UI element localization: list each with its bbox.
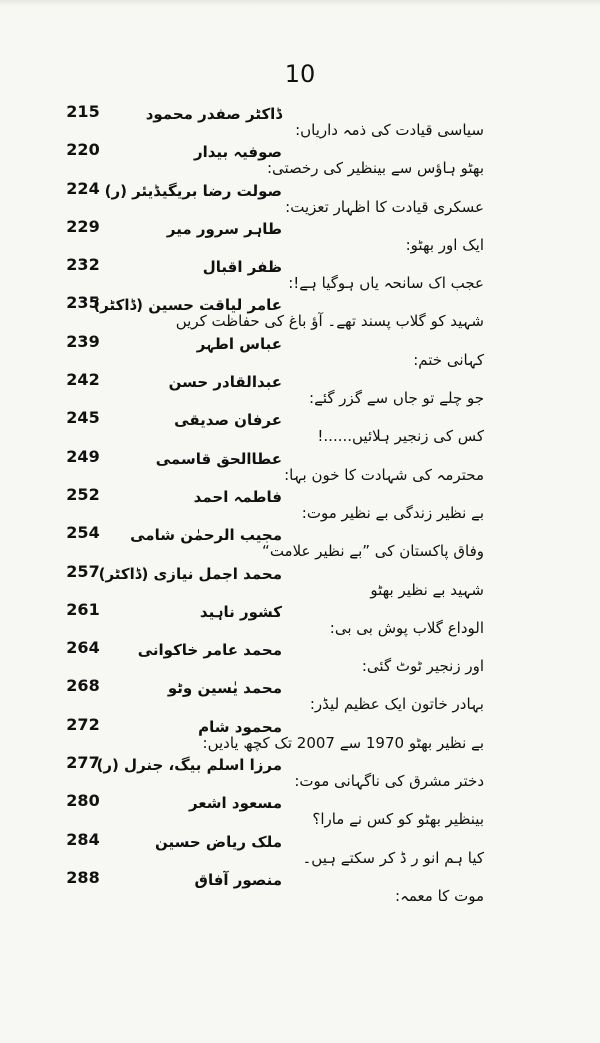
toc-page-number: 224 (66, 178, 100, 198)
toc-page-number: 245 (66, 408, 100, 428)
toc-page-number: 229 (66, 216, 100, 236)
toc-entry (0, 253, 600, 291)
toc-author: عرفان صدیقی (174, 411, 282, 430)
toc-page-number: 288 (66, 867, 100, 887)
toc-entry (0, 330, 600, 368)
toc-title: بینظیر بھٹو کو کس نے مارا؟ (312, 810, 484, 829)
toc-title: موت کا معمہ: (395, 886, 484, 905)
toc-author: صوفیہ بیدار (193, 143, 282, 162)
page-number: 10 (284, 60, 316, 88)
toc-author: مجیب الرحمٰن شامی (130, 526, 282, 545)
toc-author: صولت رضا بریگیڈیئر (ر) (104, 181, 282, 200)
toc-page-number: 239 (66, 331, 100, 351)
toc-entry (0, 789, 600, 827)
toc-author: محمود شام (198, 717, 282, 736)
toc-title: سیاسی قیادت کی ذمہ داریاں: (295, 121, 484, 139)
toc-entry (0, 138, 600, 176)
toc-title: محترمہ کی شہادت کا خون بہا: (284, 465, 484, 484)
toc-page-number: 280 (66, 791, 100, 811)
toc-entry (0, 215, 600, 253)
toc-title: شہید بے نظیر بھٹو (370, 580, 484, 599)
toc-author: ڈاکٹر صفدر محمود (145, 105, 282, 123)
toc-title: کہانی ختم: (413, 350, 484, 369)
toc-entry (0, 521, 600, 559)
page-edge (0, 0, 600, 6)
toc-page-number: 215 (66, 102, 100, 121)
toc-title: کس کی زنجیر ہلائیں......! (317, 427, 484, 446)
toc-page-number: 257 (66, 561, 100, 581)
toc-author: منصور آفاق (194, 870, 282, 889)
toc-page-number: 272 (66, 714, 100, 734)
toc-author: عبدالقادر حسن (168, 373, 282, 392)
toc-entry (0, 100, 600, 138)
toc-page-number: 284 (66, 829, 100, 849)
toc-title: اور زنجیر ٹوٹ گئی: (361, 657, 484, 676)
toc-page-number: 252 (66, 484, 100, 504)
toc-title: شہید کو گلاب پسند تھے۔ آؤ باغ کی حفاظت کریں (175, 312, 484, 331)
toc-page-number: 232 (66, 255, 100, 275)
toc-entry (0, 291, 600, 329)
toc-author: مسعود اشعر (188, 794, 282, 813)
table-of-contents (0, 100, 600, 904)
toc-entry (0, 177, 600, 215)
toc-title: عجب اک سانحہ یاں ہوگیا ہے!: (288, 274, 484, 293)
toc-entry (0, 406, 600, 444)
toc-author: ملک ریاض حسین (155, 832, 282, 851)
toc-page-number: 264 (66, 638, 100, 658)
toc-title: بے نظیر بھٹو 1970 سے 2007 تک کچھ یادیں: (202, 733, 484, 752)
toc-author: عطاالحق قاسمی (155, 449, 282, 468)
toc-page-number: 235 (66, 293, 100, 313)
toc-page-number: 242 (66, 370, 100, 390)
toc-author: طاہر سرور میر (166, 219, 282, 238)
toc-page-number: 277 (66, 753, 100, 773)
toc-page-number: 261 (66, 599, 100, 619)
toc-page-number: 220 (66, 140, 100, 160)
toc-author: محمد عامر خاکوانی (137, 641, 282, 660)
toc-page-number: 254 (66, 523, 100, 543)
toc-entry (0, 445, 600, 483)
toc-title: بے نظیر زندگی بے نظیر موت: (301, 503, 484, 522)
toc-author: مرزا اسلم بیگ، جنرل (ر) (96, 756, 282, 775)
toc-author: فاطمہ احمد (193, 487, 282, 506)
toc-author: ظفر اقبال (202, 258, 282, 277)
toc-entry (0, 674, 600, 712)
toc-page-number: 249 (66, 446, 100, 466)
toc-title: بھٹو ہاؤس سے بینظیر کی رخصتی: (266, 159, 484, 178)
toc-title: جو چلے تو جاں سے گزر گئے: (309, 389, 484, 408)
toc-author: عباس اطہر (196, 334, 282, 353)
toc-title: وفاق پاکستان کی ”بے نظیر علامت“ (262, 542, 484, 561)
toc-title: ایک اور بھٹو: (405, 235, 484, 254)
toc-author: محمد اجمل نیازی (ڈاکٹر) (98, 564, 282, 583)
toc-author: عامر لیاقت حسین (ڈاکٹر) (93, 296, 282, 315)
toc-entry (0, 866, 600, 904)
toc-entry (0, 828, 600, 866)
toc-entry (0, 751, 600, 789)
toc-page-number: 268 (66, 676, 100, 696)
toc-entry (0, 713, 600, 751)
toc-entry (0, 483, 600, 521)
toc-entry (0, 636, 600, 674)
toc-title: بہادر خاتون ایک عظیم لیڈر: (309, 695, 484, 714)
toc-entry (0, 598, 600, 636)
toc-title: عسکری قیادت کا اظہار تعزیت: (285, 197, 484, 216)
toc-author: محمد یٰسین وٹو (167, 679, 282, 698)
toc-title: دختر مشرق کی ناگہانی موت: (294, 772, 484, 791)
toc-entry (0, 560, 600, 598)
toc-title: کیا ہم انو ر ڈ کر سکتے ہیں۔ (302, 848, 484, 867)
toc-title: الوداع گلاب پوش بی بی: (329, 618, 484, 637)
toc-author: کشور ناہید (199, 602, 282, 621)
toc-entry (0, 368, 600, 406)
